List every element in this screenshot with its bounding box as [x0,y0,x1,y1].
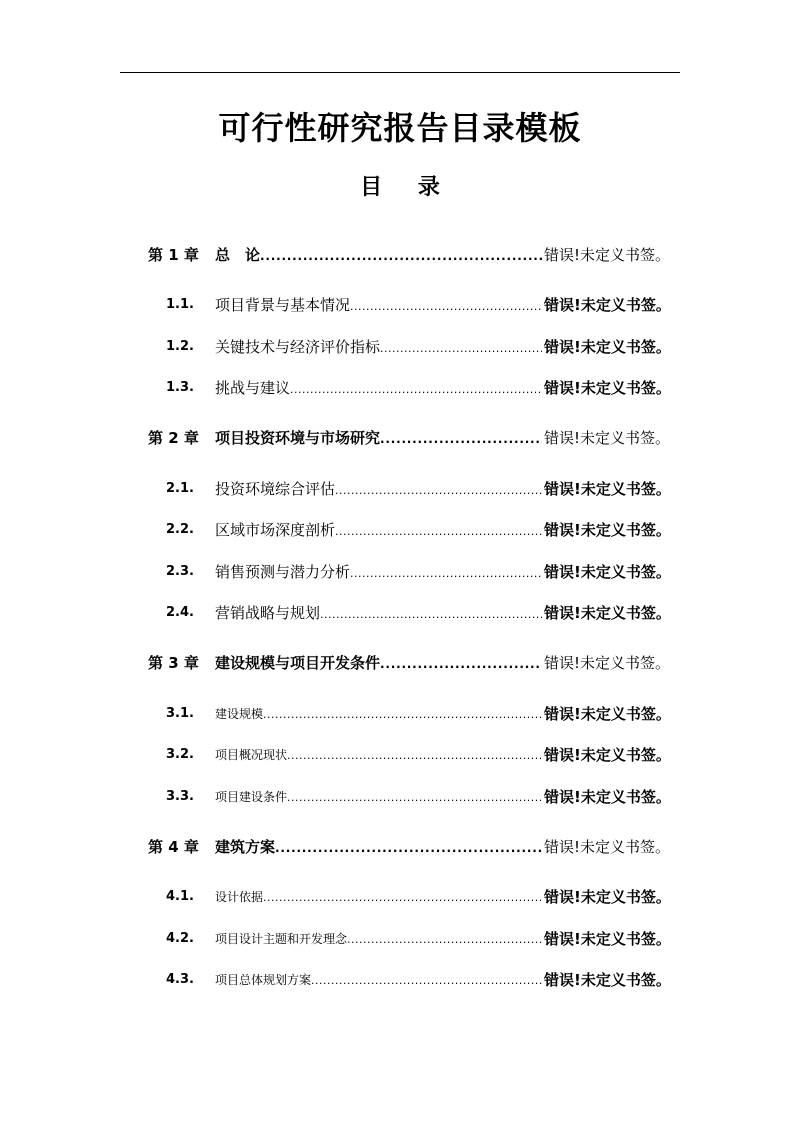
toc-entry-leader [215,560,542,586]
toc-entry-page: 错误!未定义书签。 [544,246,671,264]
toc-entry-leader [215,835,542,860]
toc-entry-title: 关键技术与经济评价指标 [215,338,381,356]
toc-entry-title: 投资环境综合评估 [215,480,336,498]
toc-entry-leader [215,968,542,993]
toc-entry-title: 建设规模 [215,707,264,721]
toc-entry-number: 第 3 章 [148,654,199,672]
toc-entry-title: 项目建设条件 [215,790,288,804]
toc-entry-title: 挑战与建议 [215,379,291,397]
toc-entry-number: 1.2. [166,339,194,354]
toc-entry-number: 4.3. [166,972,194,987]
toc-entry-leader [215,293,542,319]
toc-entry-page: 错误!未定义书签。 [544,705,671,723]
toc-entry-page: 错误!未定义书签。 [544,429,671,447]
toc-entry-section-4-2[interactable] [0,927,800,951]
toc-entry-leader [215,518,542,544]
toc-entry-chapter-2[interactable] [0,426,800,450]
toc-entry-page: 错误!未定义书签。 [544,838,671,856]
document-title: 可行性研究报告目录模板 [218,109,582,147]
toc-entry-page: 错误!未定义书签。 [544,930,671,948]
toc-entry-title: 销售预测与潜力分析 [215,563,351,581]
dot-leader [347,928,542,952]
toc-entry-leader [215,477,542,503]
toc-entry-page: 错误!未定义书签。 [544,971,671,989]
toc-entry-section-3-2[interactable] [0,743,800,767]
dot-leader [260,244,542,268]
dot-leader [290,378,542,402]
dot-leader [311,969,542,993]
dot-leader [380,427,542,451]
dot-leader [320,603,542,627]
dot-leader [287,744,542,768]
toc-entry-page: 错误!未定义书签。 [544,338,671,356]
toc-entry-page: 错误!未定义书签。 [544,379,671,397]
toc-entry-section-3-3[interactable] [0,785,800,809]
toc-entry-title: 项目设计主题和开发理念 [215,932,348,946]
toc-entry-number: 3.3. [166,789,194,804]
toc-entry-page: 错误!未定义书签。 [544,296,671,314]
toc-entry-section-2-1[interactable] [0,477,800,501]
toc-entry-title: 项目概况现状 [215,748,288,762]
toc-entry-section-3-1[interactable] [0,702,800,726]
toc-entry-page: 错误!未定义书签。 [544,604,671,622]
toc-entry-chapter-4[interactable] [0,835,800,859]
dot-leader [263,886,542,910]
toc-entry-chapter-1[interactable] [0,243,800,267]
dot-leader [380,337,542,361]
toc-entry-leader [215,601,542,627]
header-rule [120,72,680,73]
toc-entry-leader [215,743,542,768]
toc-entry-number: 2.2. [166,522,194,537]
toc-entry-leader [215,702,542,727]
toc-entry-title: 总 论 [215,246,261,264]
dot-leader [335,520,542,544]
toc-entry-number: 2.4. [166,605,194,620]
dot-leader [350,295,542,319]
toc-entry-title: 区域市场深度剖析 [215,521,336,539]
dot-leader [335,479,542,503]
toc-entry-section-2-2[interactable] [0,518,800,542]
dot-leader [275,836,542,860]
toc-entry-title: 设计依据 [215,890,264,904]
toc-entry-page: 错误!未定义书签。 [544,521,671,539]
toc-entry-page: 错误!未定义书签。 [544,480,671,498]
toc-entry-page: 错误!未定义书签。 [544,788,671,806]
toc-entry-section-2-3[interactable] [0,560,800,584]
toc-entry-number: 第 1 章 [148,246,199,264]
toc-entry-page: 错误!未定义书签。 [544,563,671,581]
dot-leader [287,786,542,810]
toc-entry-section-4-1[interactable] [0,885,800,909]
toc-entry-number: 1.1. [166,297,194,312]
toc-entry-title: 项目总体规划方案 [215,973,312,987]
toc-entry-number: 3.2. [166,747,194,762]
toc-entry-section-4-3[interactable] [0,968,800,992]
toc-entry-page: 错误!未定义书签。 [544,746,671,764]
toc-entry-number: 第 2 章 [148,429,199,447]
toc-entry-chapter-3[interactable] [0,651,800,675]
toc-entry-number: 1.3. [166,380,194,395]
toc-entry-title: 建筑方案 [215,838,276,856]
toc-entry-section-1-1[interactable] [0,293,800,317]
toc-heading: 目 录 [360,175,454,200]
toc-entry-section-1-3[interactable] [0,376,800,400]
toc-entry-number: 2.3. [166,564,194,579]
toc-entry-number: 2.1. [166,481,194,496]
toc-entry-title: 建设规模与项目开发条件 [215,654,381,672]
toc-entry-section-2-4[interactable] [0,601,800,625]
toc-entry-page: 错误!未定义书签。 [544,888,671,906]
toc-entry-number: 4.2. [166,931,194,946]
dot-leader [263,703,542,727]
toc-entry-title: 项目背景与基本情况 [215,296,351,314]
toc-entry-leader [215,927,542,952]
dot-leader [350,562,542,586]
toc-entry-page: 错误!未定义书签。 [544,654,671,672]
toc-entry-section-1-2[interactable] [0,335,800,359]
toc-entry-leader [215,376,542,402]
toc-entry-leader [215,426,542,451]
toc-entry-leader [215,335,542,361]
toc-entry-leader [215,785,542,810]
toc-entry-number: 第 4 章 [148,838,199,856]
toc-entry-leader [215,651,542,676]
toc-entry-number: 4.1. [166,889,194,904]
dot-leader [380,652,542,676]
toc-entry-leader [215,885,542,910]
toc-entry-title: 营销战略与规划 [215,604,321,622]
toc-entry-title: 项目投资环境与市场研究 [215,429,381,447]
toc-entry-number: 3.1. [166,706,194,721]
toc-entry-leader [215,243,542,268]
